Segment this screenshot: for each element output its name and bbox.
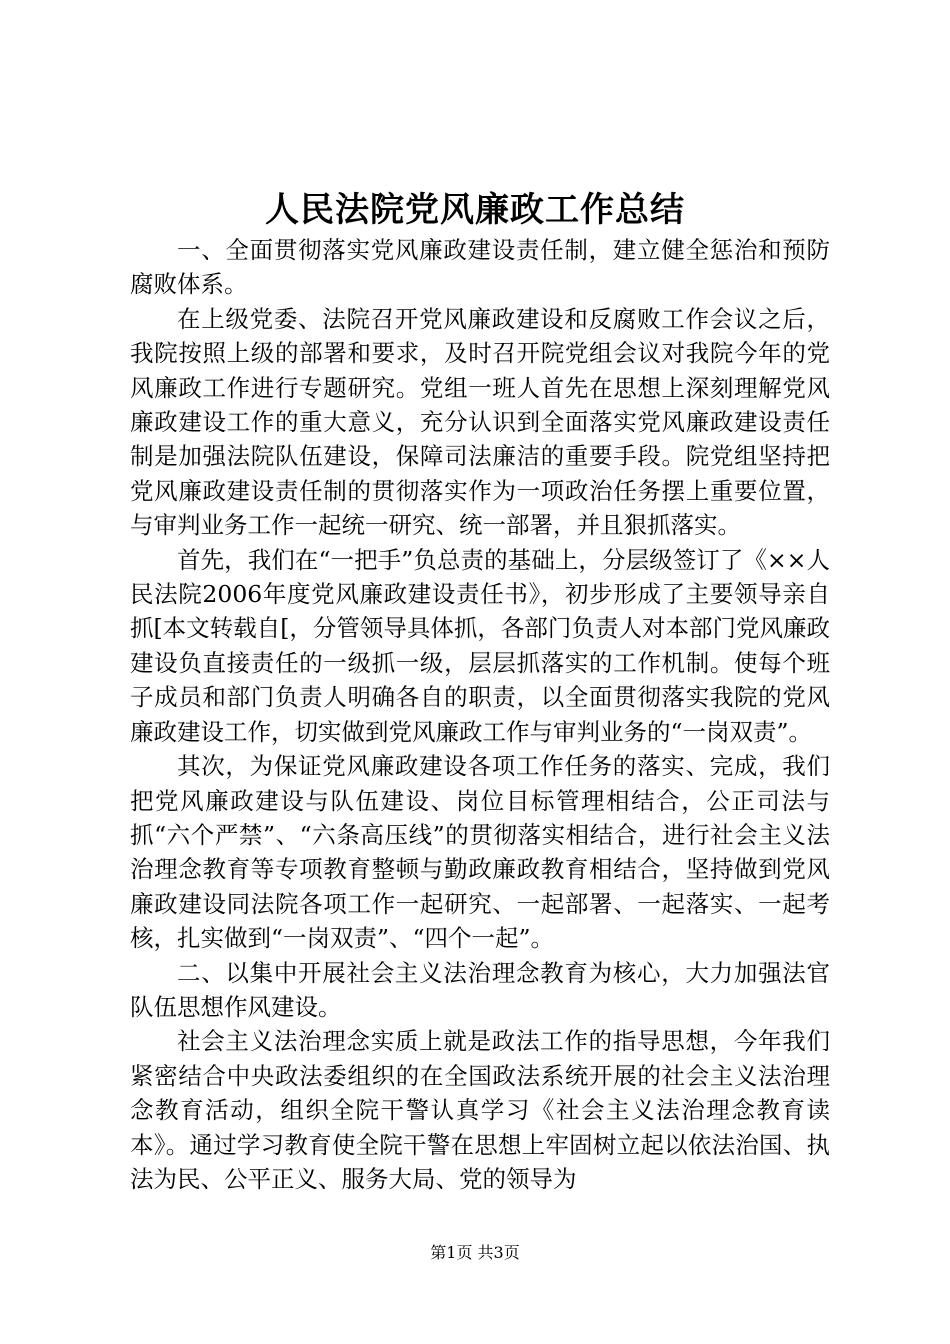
paragraph-section-1-heading: 一、全面贯彻落实党风廉政建设责任制，建立健全惩治和预防腐败体系。 — [130, 236, 830, 299]
paragraph-section-2-heading: 二、以集中开展社会主义法治理念教育为核心，大力加强法官队伍思想作风建设。 — [130, 958, 830, 1021]
document-body — [130, 233, 830, 1196]
page-number-footer: 第1页 共3页 — [430, 1243, 520, 1262]
paragraph-second: 其次，为保证党风廉政建设各项工作任务的落实、完成，我们把党风廉政建设与队伍建设、岗位目标管理相结合，公正司法与抓“六个严禁”、“六条高压线”的贯彻落实相结合，进行社会主义法治理念教育等专项教育整顿与勤政廉政教育相结合，坚持做到党风廉政建设同法院各项工作一起研究、一起部署、一起落实、一起考核，扎实做到“一岗双责”、“四个一起”。 — [130, 752, 830, 953]
document-title: 人民法院党风廉政工作总结 — [265, 190, 685, 230]
paragraph-meeting: 在上级党委、法院召开党风廉政建设和反腐败工作会议之后，我院按照上级的部署和要求，及时召开院党组会议对我院今年的党风廉政工作进行专题研究。党组一班人首先在思想上深刻理解党风廉政建设工作的重大意义，充分认识到全面落实党风廉政建设责任制是加强法院队伍建设，保障司法廉洁的重要手段。院党组坚持把党风廉政建设责任制的贯彻落实作为一项政治任务摆上重要位置，与审判业务工作一起统一研究、统一部署，并且狠抓落实。 — [130, 304, 830, 540]
paragraph-rule-of-law: 社会主义法治理念实质上就是政法工作的指导思想，今年我们紧密结合中央政法委组织的在全国政法系统开展的社会主义法治理念教育活动，组织全院干警认真学习《社会主义法治理念教育读本》。通过学习教育使全院干警在思想上牢固树立起以依法治国、执法为民、公平正义、服务大局、党的领导为 — [130, 1027, 830, 1193]
paragraph-first: 首先，我们在“一把手”负总责的基础上，分层级签订了《××人民法院2006年度党风廉政建设责任书》，初步形成了主要领导亲自抓[本文转载自[，分管领导具体抓，各部门负责人对本部门党风廉政建设负直接责任的一级抓一级，层层抓落实的工作机制。使每个班子成员和部门负责人明确各自的职责，以全面贯彻落实我院的党风廉政建设工作，切实做到党风廉政工作与审判业务的“一岗双责”。 — [130, 545, 830, 746]
